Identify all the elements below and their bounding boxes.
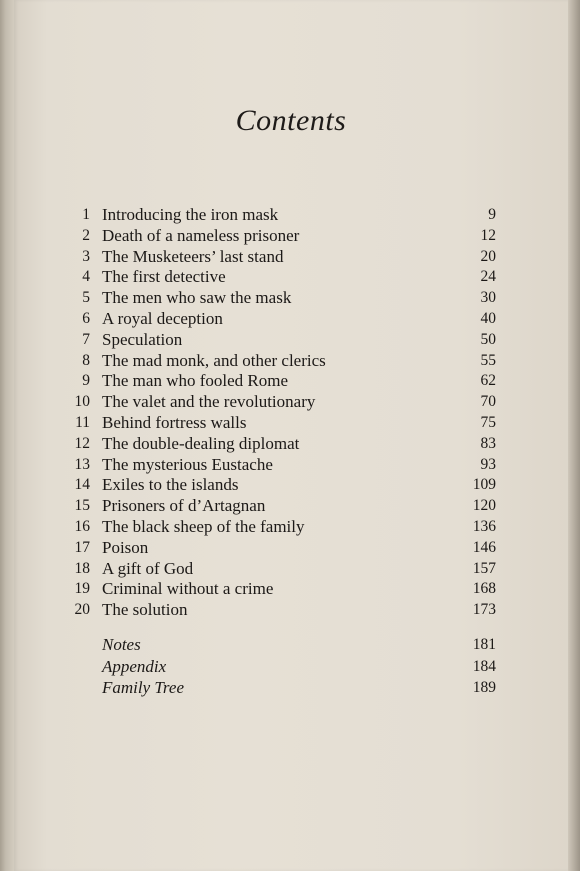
chapter-title: Poison	[102, 537, 149, 557]
page-number: 75	[480, 413, 496, 431]
page-number: 189	[472, 679, 496, 696]
page-number: 55	[480, 351, 496, 369]
page-number: 30	[480, 289, 496, 307]
chapter-title: A gift of God	[102, 558, 194, 578]
page-number: 146	[472, 538, 496, 556]
toc-entry	[0, 351, 580, 372]
chapter-number: 4	[82, 268, 90, 286]
chapter-number: 20	[74, 601, 90, 619]
back-matter-entry	[0, 677, 580, 699]
page-number: 93	[480, 455, 496, 473]
page-number: 136	[472, 517, 496, 535]
page-number: 62	[480, 372, 496, 390]
chapter-title: The man who fooled Rome	[102, 371, 289, 391]
chapter-number: 2	[82, 226, 90, 244]
chapter-number: 8	[82, 351, 90, 369]
chapter-title: The mysterious Eustache	[102, 454, 273, 474]
back-matter-list	[0, 634, 580, 699]
page-number: 120	[472, 497, 496, 515]
chapter-number: 11	[75, 413, 90, 431]
chapter-number: 7	[82, 330, 90, 348]
toc-entry	[0, 267, 580, 288]
chapter-number: 15	[74, 497, 90, 515]
page-number: 109	[472, 476, 496, 494]
toc-entry	[0, 517, 580, 538]
page-number: 70	[480, 393, 496, 411]
page-number: 173	[472, 601, 496, 619]
chapter-title: Prisoners of d’Artagnan	[102, 496, 266, 516]
back-matter-entry	[0, 656, 580, 678]
chapter-title: Speculation	[102, 329, 183, 349]
chapter-title: The first detective	[102, 267, 226, 287]
toc-entry	[0, 538, 580, 559]
toc-entry	[0, 559, 580, 580]
chapter-number: 17	[74, 538, 90, 556]
toc-entry	[0, 496, 580, 517]
chapter-number: 6	[82, 309, 90, 327]
toc-entry	[0, 288, 580, 309]
toc-entry	[0, 309, 580, 330]
chapter-number: 13	[74, 455, 90, 473]
back-matter-title: Notes	[102, 635, 141, 654]
page-number: 184	[472, 657, 496, 675]
page-number: 12	[480, 226, 496, 244]
page-number: 24	[480, 268, 496, 286]
toc-entry	[0, 434, 580, 455]
chapter-number: 19	[74, 580, 90, 598]
page-number: 50	[480, 330, 496, 348]
toc-entry	[0, 455, 580, 476]
chapter-number: 3	[82, 247, 90, 265]
chapter-title: Behind fortress walls	[102, 412, 247, 432]
chapter-number: 12	[74, 434, 90, 452]
toc-entry	[0, 475, 580, 496]
chapter-title: Introducing the iron mask	[102, 205, 279, 224]
page-number: 20	[480, 247, 496, 265]
chapter-number: 10	[74, 393, 90, 411]
toc-entry	[0, 600, 580, 621]
chapter-title: The black sheep of the family	[102, 516, 305, 536]
chapter-number: 1	[82, 206, 90, 223]
chapter-title: Exiles to the islands	[102, 475, 239, 495]
chapter-title: The solution	[102, 600, 188, 620]
page-number: 83	[480, 434, 496, 452]
toc-entry	[0, 205, 580, 226]
chapter-number: 5	[82, 289, 90, 307]
chapter-title: A royal deception	[102, 308, 223, 328]
toc-entry	[0, 226, 580, 247]
chapter-title: The valet and the revolutionary	[102, 392, 316, 412]
chapter-title: Criminal without a crime	[102, 579, 274, 599]
toc-entry	[0, 330, 580, 351]
toc-entry	[0, 371, 580, 392]
toc-entry	[0, 579, 580, 600]
page-number: 40	[480, 309, 496, 327]
page-title: Contents	[235, 104, 347, 137]
chapter-number: 9	[82, 372, 90, 390]
chapter-title: The men who saw the mask	[102, 288, 292, 308]
back-matter-entry	[0, 634, 580, 656]
toc-entry	[0, 413, 580, 434]
chapter-number: 18	[74, 559, 90, 577]
chapter-title: The double-dealing diplomat	[102, 433, 300, 453]
back-matter-title: Family Tree	[102, 678, 184, 697]
chapter-number: 14	[74, 476, 90, 494]
chapter-title: Death of a nameless prisoner	[102, 225, 300, 245]
page-number: 9	[488, 206, 496, 223]
page-number: 168	[472, 580, 496, 598]
page-number: 181	[472, 636, 496, 653]
page-number: 157	[472, 559, 496, 577]
toc-entry	[0, 392, 580, 413]
toc-entry	[0, 247, 580, 268]
back-matter-title: Appendix	[102, 656, 167, 676]
chapter-number: 16	[74, 517, 90, 535]
table-of-contents	[0, 205, 580, 621]
chapter-title: The Musketeers’ last stand	[102, 246, 284, 266]
chapter-title: The mad monk, and other clerics	[102, 350, 326, 370]
